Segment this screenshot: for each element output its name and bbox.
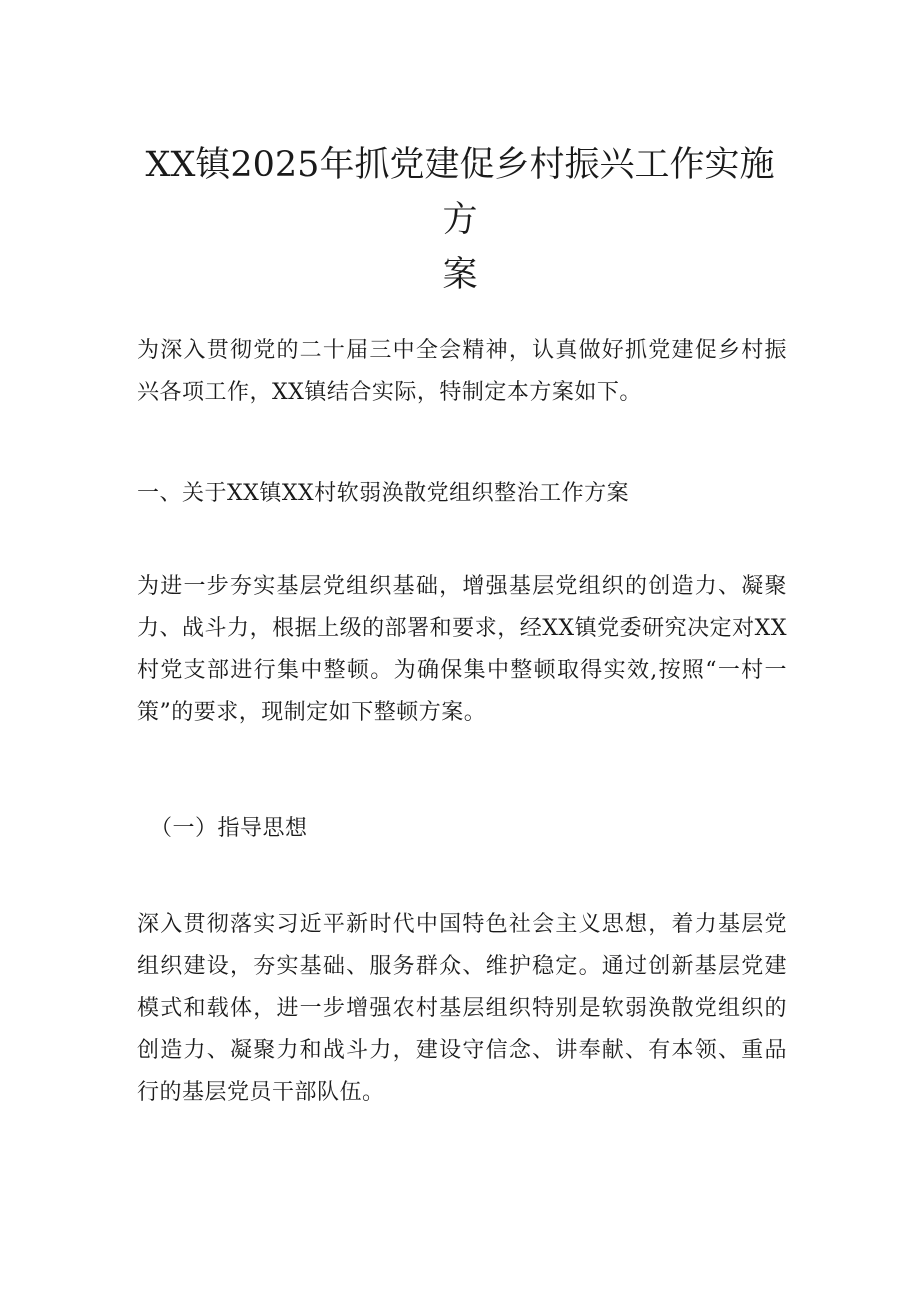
title-line-2: 案 — [442, 255, 478, 295]
section-1-heading: 一、关于XX镇XX村软弱涣散党组织整治工作方案 — [137, 481, 630, 506]
intro-paragraph: 为深入贯彻党的二十届三中全会精神，认真做好抓党建促乡村振兴各项工作，XX镇结合实际，特制定本方案如下。 — [137, 338, 787, 405]
subsection-1-heading: （一）指导思想 — [150, 816, 308, 841]
title-line-1: XX镇2025年抓党建促乡村振兴工作实施方 — [145, 145, 775, 240]
subsection-1-paragraph: 深入贯彻落实习近平新时代中国特色社会主义思想，着力基层党组织建设，夯实基础、服务群众、维护稳定。通过创新基层党建模式和载体，进一步增强农村基层组织特别是软弱涣散党组织的创造力、凝聚力和战斗力，建设守信念、讲奉献、有本领、重品行的基层党员干部队伍。 — [137, 912, 787, 1105]
document-title — [130, 138, 790, 303]
section-1-paragraph: 为进一步夯实基层党组织基础，增强基层党组织的创造力、凝聚力、战斗力，根据上级的部署和要求，经XX镇党委研究决定对XX村党支部进行集中整顿。为确保集中整顿取得实效,按照“一村一策”的要求，现制定如下整顿方案。 — [137, 574, 787, 725]
